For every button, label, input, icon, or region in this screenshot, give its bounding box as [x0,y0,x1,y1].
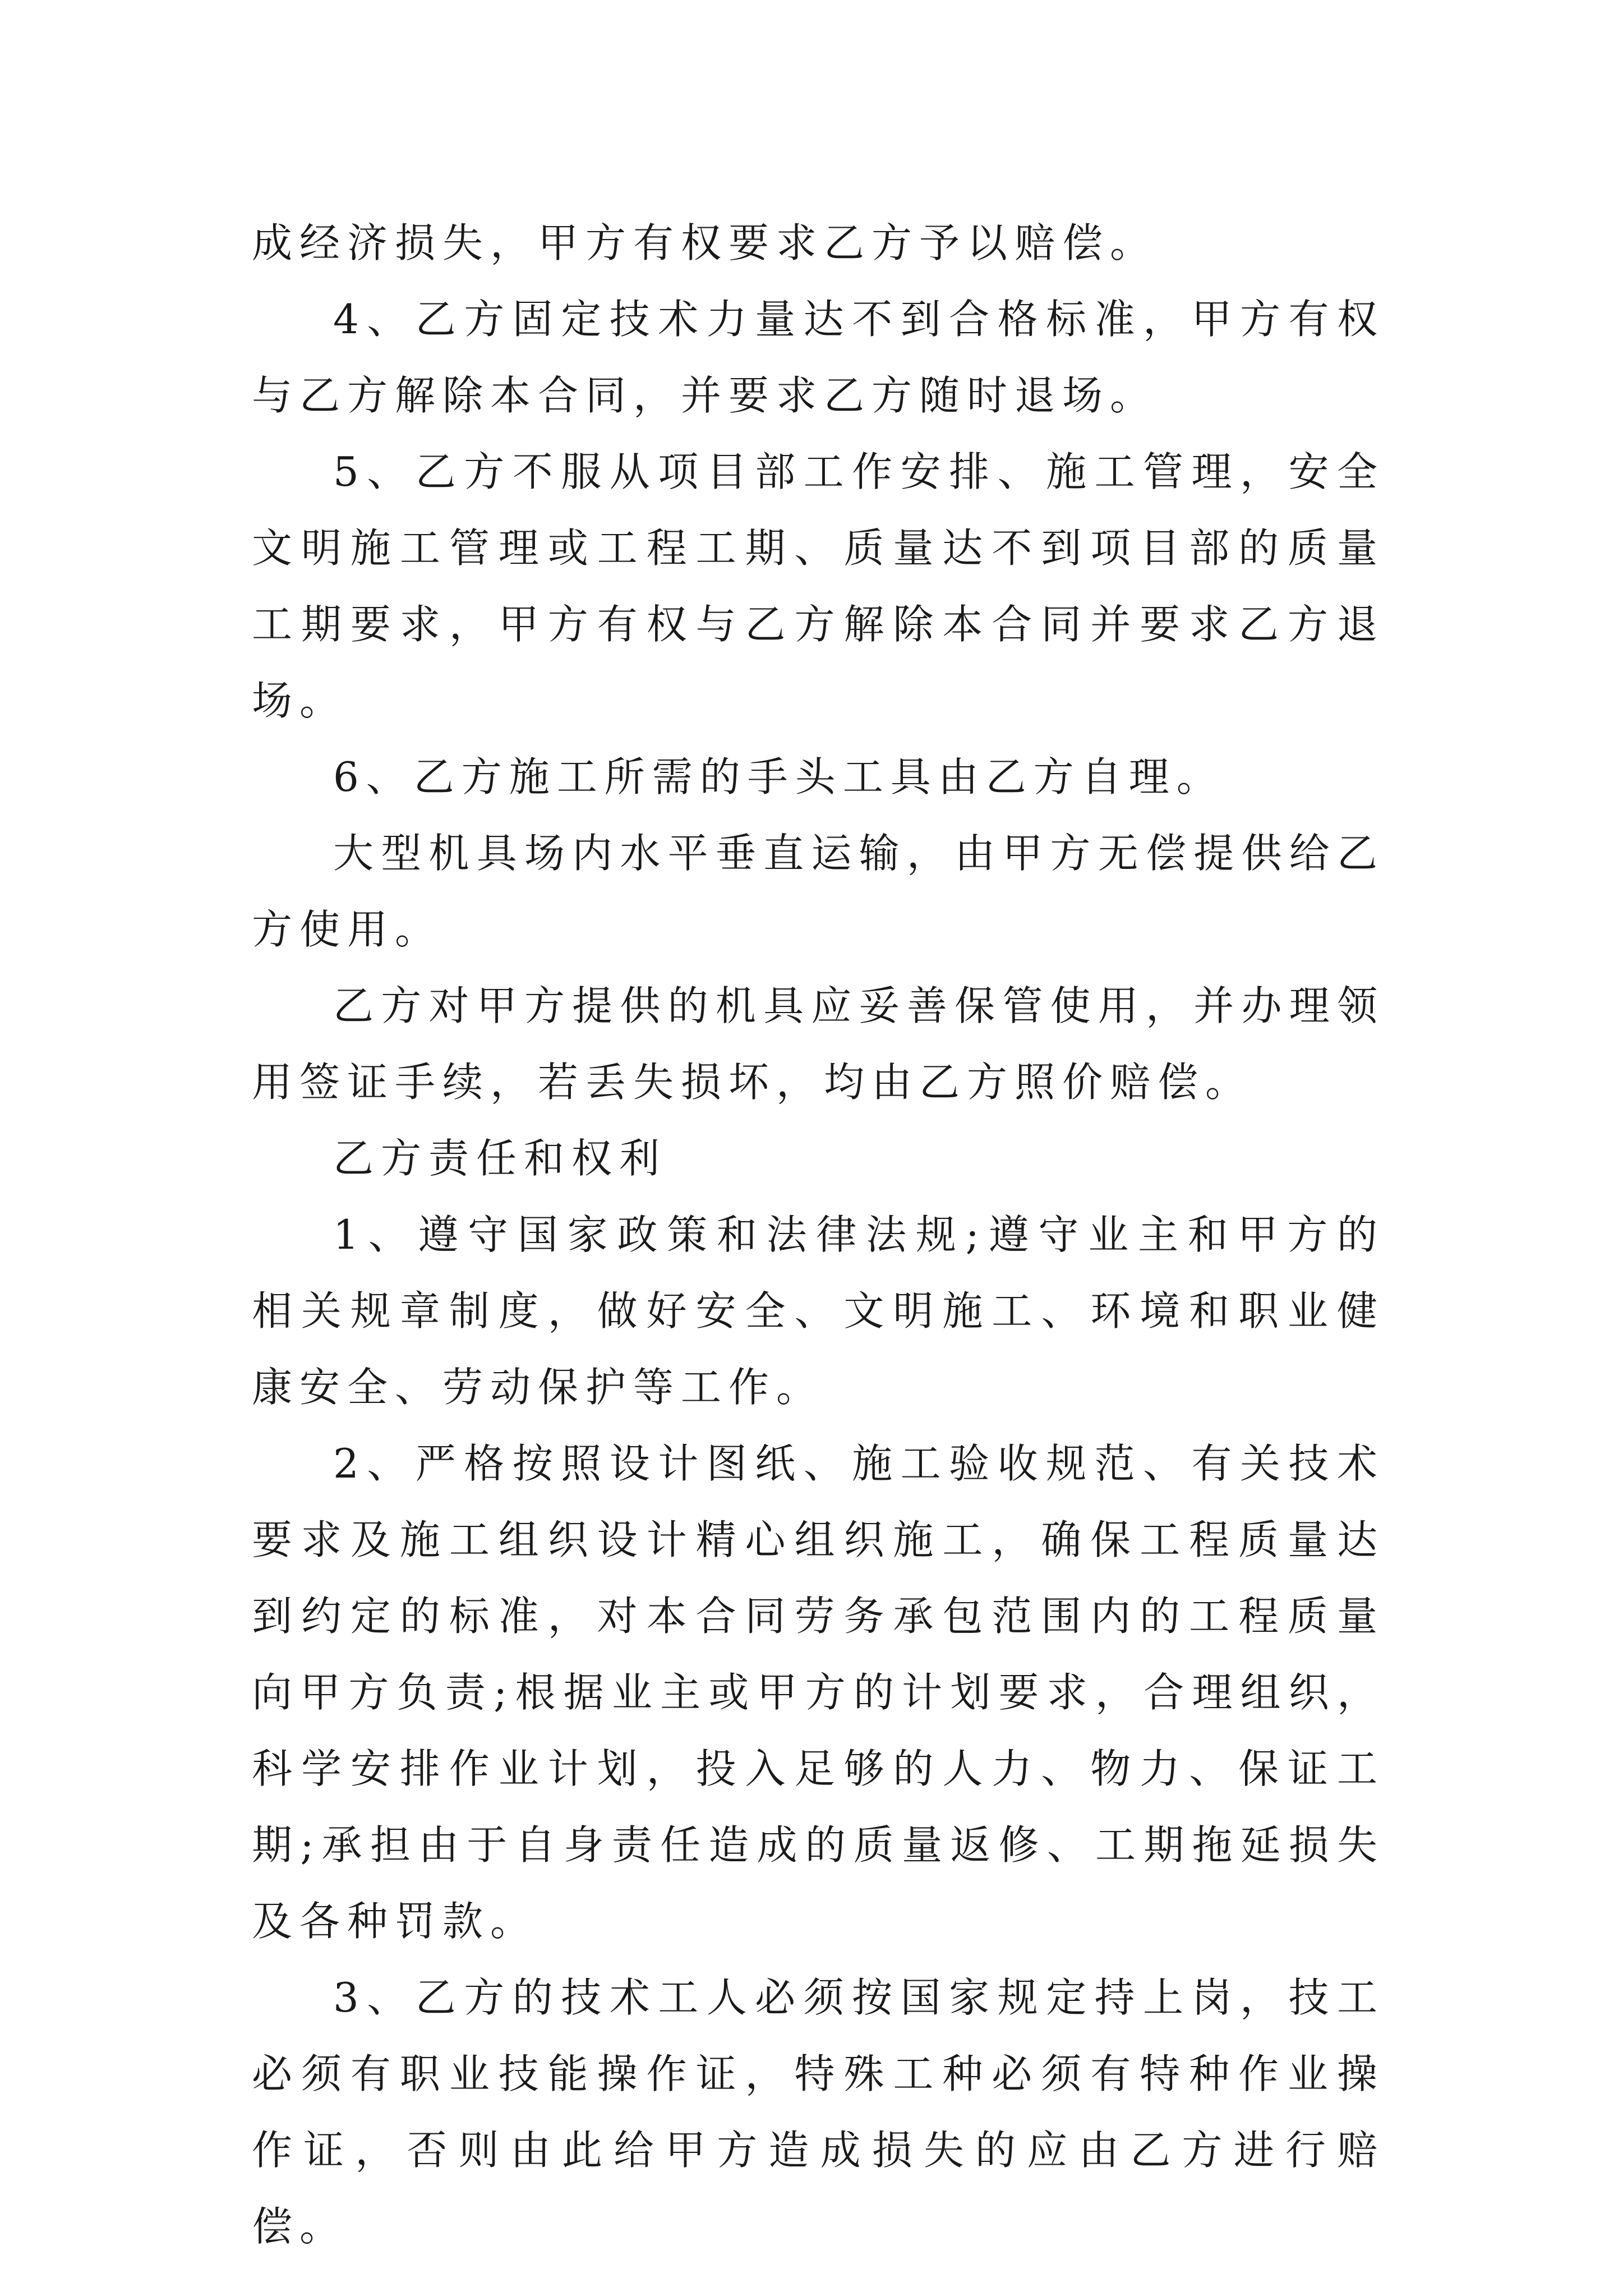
paragraph-machinery-transport: 大型机具场内水平垂直运输，由甲方无偿提供给乙方使用。 [252,830,1385,953]
paragraph-clause-4: 4、乙方固定技术力量达不到合格标准，甲方有权与乙方解除本合同，并要求乙方随时退场。 [252,296,1385,419]
paragraph-clause-6: 6、乙方施工所需的手头工具由乙方自理。 [333,753,1224,800]
paragraph-clause-5: 5、乙方不服从项目部工作安排、施工管理，安全文明施工管理或工程工期、质量达不到项目部的质量工期要求，甲方有权与乙方解除本合同并要求乙方退场。 [252,448,1385,724]
paragraph-machinery-custody: 乙方对甲方提供的机具应妥善保管使用，并办理领用签证手续，若丢失损坏，均由乙方照价赔偿。 [252,982,1385,1106]
paragraph-duty-1: 1、遵守国家政策和法律法规;遵守业主和甲方的相关规章制度，做好安全、文明施工、环境和职业健康安全、劳动保护等工作。 [252,1211,1385,1411]
paragraph-duty-3: 3、乙方的技术工人必须按国家规定持上岗，技工必须有职业技能操作证，特殊工种必须有特种作业操作证，否则由此给甲方造成损失的应由乙方进行赔偿。 [252,1974,1385,2250]
paragraph-continuation: 成经济损失，甲方有权要求乙方予以赔偿。 [252,219,1158,266]
paragraph-duty-2: 2、严格按照设计图纸、施工验收规范、有关技术要求及施工组织设计精心组织施工，确保工程质量达到约定的标准，对本合同劳务承包范围内的工程质量向甲方负责;根据业主或甲方的计划要求，合理组织，科学安排作业计划，投入足够的人力、物力、保证工期;承担由于自身责任造成的质量返修、工期拖延损失及各种罚款。 [252,1440,1385,1945]
document-body [252,205,1385,2265]
section-heading: 乙方责任和权利 [333,1135,667,1182]
